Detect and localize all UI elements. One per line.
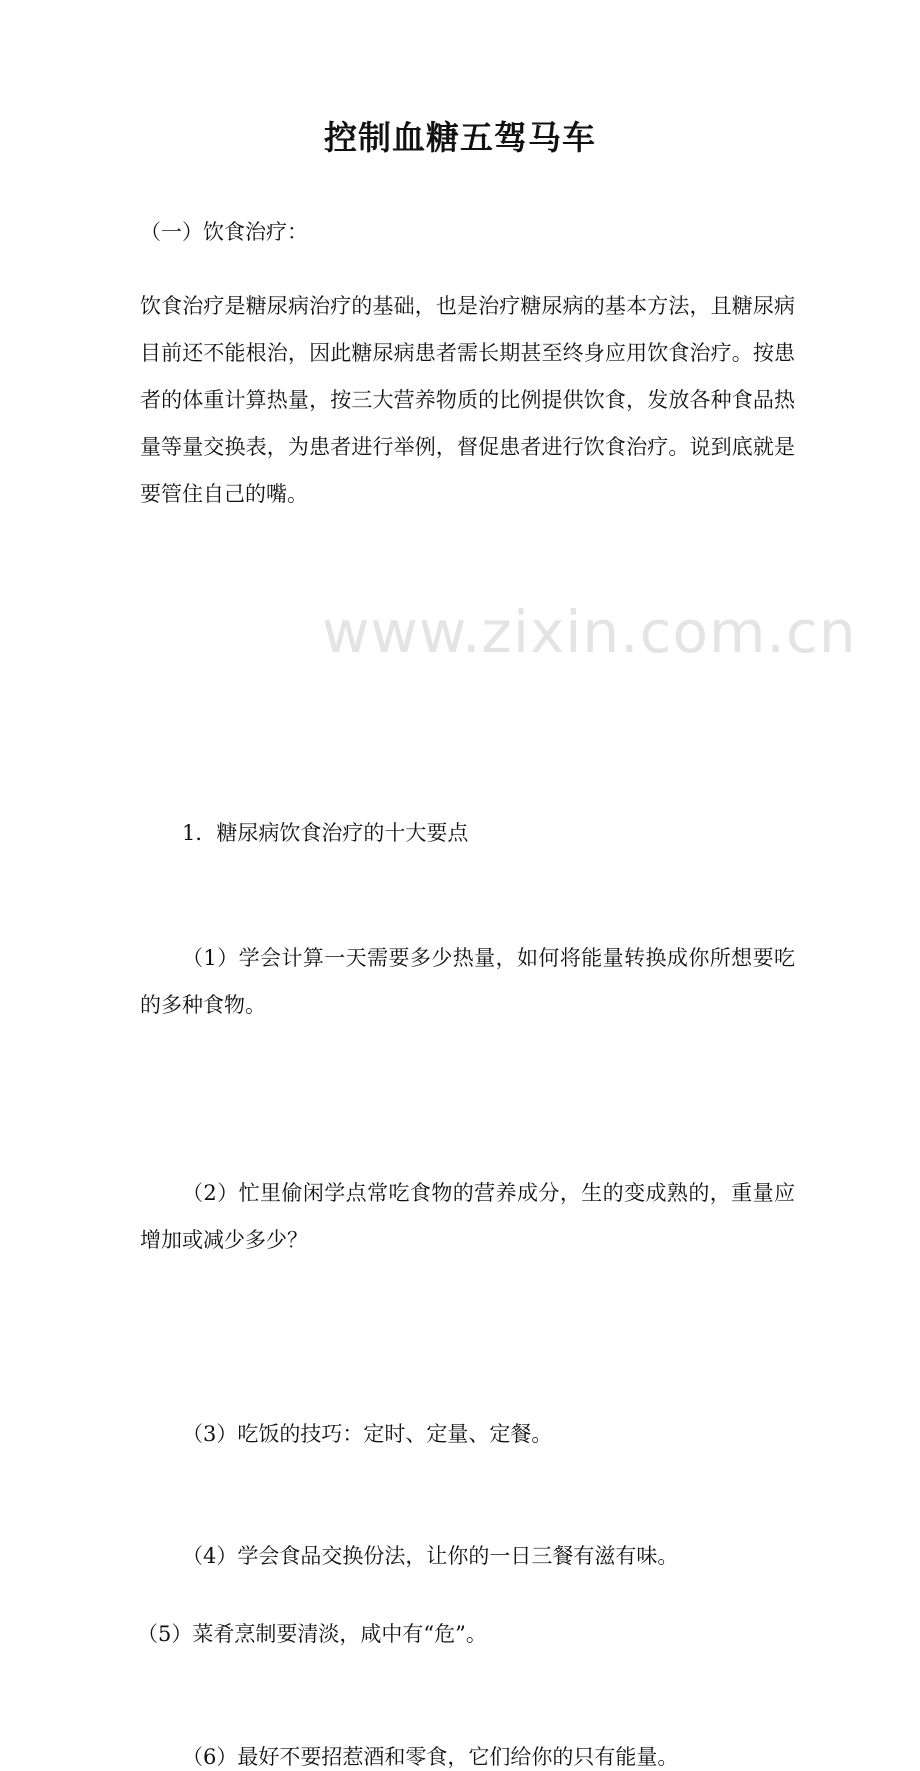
point-6: （6）最好不要招惹酒和零食，它们给你的只有能量。 xyxy=(182,1745,679,1769)
section-heading: （一）饮食治疗： xyxy=(140,220,308,244)
subheading: 1．糖尿病饮食治疗的十大要点 xyxy=(182,821,469,845)
point-2: （2）忙里偷闲学点常吃食物的营养成分，生的变成熟的，重量应增加或减少多少？ xyxy=(140,1181,795,1252)
watermark: www.zixin.com.cn xyxy=(322,598,857,666)
point-4: （4）学会食品交换份法，让你的一日三餐有滋有味。 xyxy=(182,1544,679,1568)
point-3: （3）吃饭的技巧：定时、定量、定餐。 xyxy=(182,1422,553,1446)
point-5: （5）菜肴烹制要清淡，咸中有“危”。 xyxy=(137,1622,487,1646)
point-1: （1）学会计算一天需要多少热量，如何将能量转换成你所想要吃的多种食物。 xyxy=(140,946,795,1017)
intro-paragraph: 饮食治疗是糖尿病治疗的基础，也是治疗糖尿病的基本方法，且糖尿病目前还不能根治，因此糖尿病患者需长期甚至终身应用饮食治疗。按患者的体重计算热量，按三大营养物质的比例提供饮食，发放各种食品热量等量交换表，为患者进行举例，督促患者进行饮食治疗。说到底就是要管住自己的嘴。 xyxy=(140,294,795,506)
document-title: 控制血糖五驾马车 xyxy=(324,118,596,157)
